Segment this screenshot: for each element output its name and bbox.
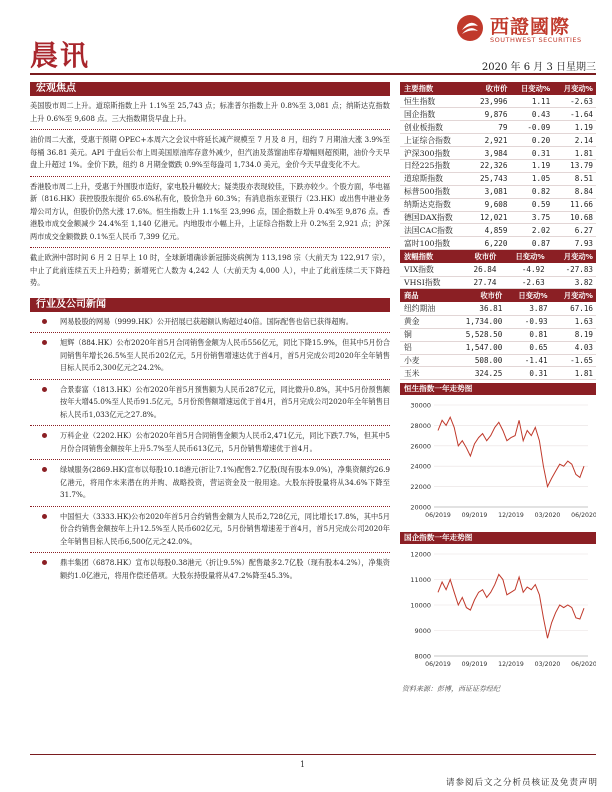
hscei-chart bbox=[400, 544, 596, 678]
table-row bbox=[400, 315, 596, 328]
row-label: 国企指数 bbox=[400, 108, 470, 121]
row-label: 铝 bbox=[400, 341, 450, 354]
company-news-list bbox=[30, 316, 390, 583]
row-label: 沪深300指数 bbox=[400, 147, 470, 160]
row-label: 德国DAX指数 bbox=[400, 211, 470, 224]
table-row bbox=[400, 276, 596, 289]
row-label: VHSI指数 bbox=[400, 276, 461, 289]
company-news-item bbox=[30, 464, 390, 502]
row-value: -1.64 bbox=[553, 108, 596, 121]
row-value: 0.31 bbox=[505, 367, 550, 380]
company-news-item bbox=[30, 557, 390, 582]
row-value: 8.19 bbox=[551, 328, 596, 341]
row-label: 标普500指数 bbox=[400, 185, 470, 198]
row-label: 恒生指数 bbox=[400, 95, 470, 108]
x-tick-label: 12/2019 bbox=[498, 661, 524, 669]
row-value: 12,021 bbox=[470, 211, 510, 224]
logo-name-en: SOUTHWEST SECURITIES bbox=[490, 36, 582, 44]
company-news-item bbox=[30, 430, 390, 455]
divider bbox=[30, 247, 390, 248]
row-label: 纽约期油 bbox=[400, 302, 450, 315]
table-row bbox=[400, 147, 596, 160]
table-row bbox=[400, 224, 596, 237]
row-label: 黄金 bbox=[400, 315, 450, 328]
row-value: 0.20 bbox=[510, 134, 553, 147]
row-value: 8.84 bbox=[553, 185, 596, 198]
row-value: -2.63 bbox=[499, 276, 547, 289]
row-value: 8.51 bbox=[553, 172, 596, 185]
row-value: 324.25 bbox=[450, 367, 506, 380]
volatility-table bbox=[400, 250, 596, 289]
row-value: 508.00 bbox=[450, 354, 506, 367]
row-value: 27.74 bbox=[461, 276, 500, 289]
macro-paragraph: 香港股市周二上升，受惠于外围股市造好，家电股升幅较大；疑类股亦表现较佳，下跌亦较少。个股方面，华电福新（816.HK）获控股股东提价 65.6%私有化，股价急升 60.3%；有消息指东亚银行（23.HK）或出售中港业务增公司方认，但股价仍然大涨 17.6%。恒生指数上升 1.1%至 23,996 点，国企指数上升 0.4%至 9,876 点。香港股市成交金额减少 24.4%至 1,140 亿港元。内地股市小幅上升，上证综合指数上升 0.2%至 2,921 点；沪深两市成交金额微跌 0.1%至人民币 7,399 亿元。 bbox=[30, 181, 390, 241]
macro-paragraph: 美国股市周二上升。道琼斯指数上升 1.1%至 25,743 点；标准普尔指数上升 0.8%至 3,081 点；纳斯达克指数上升 0.6%至 9,608 点。三大指数期货早盘上升。 bbox=[30, 101, 390, 123]
report-date: 2020 年 6 月 3 日星期三 bbox=[481, 62, 596, 73]
row-value: -0.09 bbox=[510, 121, 553, 134]
commodities-table bbox=[400, 289, 596, 380]
row-value: 1,547.00 bbox=[450, 341, 506, 354]
row-value: 1.63 bbox=[551, 315, 596, 328]
divider bbox=[30, 379, 390, 380]
row-value: -4.92 bbox=[499, 263, 547, 276]
hscei-chart-svg bbox=[400, 544, 596, 678]
company-news-text: 万科企业（2202.HK）公布2020年首5月合同销售金额为人民币2,471亿元，同比下跌7.7%，但其中5月份合同销售金额按年上升5.7%至人民币613亿元，5月份销售增速优于首4月。 bbox=[60, 431, 390, 453]
row-value: 1.05 bbox=[510, 172, 553, 185]
row-value: 1.19 bbox=[553, 121, 596, 134]
row-value: 1,734.00 bbox=[450, 315, 506, 328]
disclaimer-note: 请参阅后文之分析员核证及免责声明 bbox=[445, 778, 598, 788]
bullet-icon bbox=[42, 467, 47, 472]
y-tick-label: 24000 bbox=[410, 463, 431, 472]
company-news-text: 合景泰富（1813.HK）公布2020年首5月预售额为人民币287亿元，同比微升0.8%，其中5月份预售额按年大增45.0%至人民币91.5亿元，5月份预售额增速远优于首4月，首5月完成公司2020年全年销售目标人民币1,033亿元之27.8%。 bbox=[60, 384, 390, 419]
company-news-text: 旭辉（884.HK）公布2020年首5月合同销售金额为人民币556亿元，同比下降15.9%，但其中5月份合同销售年增长26.5%至人民币202亿元，5月份销售增速达优于首4月，首5月完成公司2020年全年销售目标人民币2,300亿元之24.2%。 bbox=[60, 338, 390, 372]
company-news-item bbox=[30, 511, 390, 549]
row-value: 1.81 bbox=[553, 147, 596, 160]
row-value: 3.75 bbox=[510, 211, 553, 224]
row-label: VIX指数 bbox=[400, 263, 461, 276]
footer-divider bbox=[30, 754, 596, 755]
row-value: 1.81 bbox=[551, 367, 596, 380]
row-value: 0.87 bbox=[510, 237, 553, 250]
row-value: 9,876 bbox=[470, 108, 510, 121]
row-value: 0.59 bbox=[510, 198, 553, 211]
y-tick-label: 22000 bbox=[410, 483, 431, 492]
row-value: 5,528.50 bbox=[450, 328, 506, 341]
row-value: 0.65 bbox=[505, 341, 550, 354]
hscei-chart-title: 国企指数一年走势图 bbox=[400, 532, 596, 544]
row-value: 1.11 bbox=[510, 95, 553, 108]
table-row bbox=[400, 211, 596, 224]
column-header: 主要指数 bbox=[400, 82, 470, 95]
table-row bbox=[400, 172, 596, 185]
y-tick-label: 9000 bbox=[414, 627, 431, 636]
company-news-text: 绿城服务(2869.HK)宣布以每股10.18港元(折让7.1%)配售2.7亿股(现有股本9.0%)，净集资额约26.9亿港元，将用作未来潜在的并购、战略投资，营运资金及一般用途。大股东持股量将从34.6%下降至31.7%。 bbox=[60, 465, 390, 499]
right-column bbox=[400, 82, 596, 694]
table-row bbox=[400, 328, 596, 341]
bullet-icon bbox=[42, 560, 47, 565]
divider bbox=[30, 176, 390, 177]
row-value: 22,326 bbox=[470, 159, 510, 172]
table-row bbox=[400, 341, 596, 354]
row-value: 10.68 bbox=[553, 211, 596, 224]
row-value: 67.16 bbox=[551, 302, 596, 315]
row-value: 1.19 bbox=[510, 159, 553, 172]
company-news-text: 中国恒大（3333.HK)公布2020年首5月合约销售金额为人民币2,728亿元，同比增长17.8%，其中5月份合约销售金额按年上升12.5%至人民币602亿元，5月份销售增速差于首4月，首5月完成公司2020年全年销售目标人民币6,500亿元之42.0%。 bbox=[60, 511, 390, 546]
bullet-icon bbox=[42, 387, 47, 392]
row-value: 23,996 bbox=[470, 95, 510, 108]
column-header: 波幅指数 bbox=[400, 250, 461, 263]
row-value: 3,081 bbox=[470, 185, 510, 198]
x-tick-label: 12/2019 bbox=[498, 512, 524, 520]
table-row bbox=[400, 237, 596, 250]
report-title: 晨讯 bbox=[30, 39, 91, 72]
row-label: 创业板指数 bbox=[400, 121, 470, 134]
x-tick-label: 06/2020 bbox=[571, 661, 596, 669]
row-value: 7.93 bbox=[553, 237, 596, 250]
logo-name-cn: 西證國際 bbox=[490, 16, 571, 38]
macro-paragraph: 截止欧洲中部时间 6 月 2 日早上 10 时，全球新增确诊新冠肺炎病例为 113,198 宗（大前天为 122,917 宗），中止了此前连续五天上升趋势；新增死亡人数为 4,242 人（大前天为 4,000 人），中止了此前连续二天下降趋势。 bbox=[30, 253, 390, 287]
logo-mark-icon bbox=[456, 14, 484, 42]
row-value: 3.82 bbox=[548, 276, 596, 289]
header-divider bbox=[30, 73, 596, 75]
row-value: -1.65 bbox=[551, 354, 596, 367]
row-value: 6,220 bbox=[470, 237, 510, 250]
macro-section-title: 宏观焦点 bbox=[30, 82, 390, 96]
table-row bbox=[400, 367, 596, 380]
bullet-icon bbox=[42, 319, 47, 324]
row-value: -1.41 bbox=[505, 354, 550, 367]
row-value: -2.63 bbox=[553, 95, 596, 108]
column-header: 日变动% bbox=[499, 250, 547, 263]
divider bbox=[30, 129, 390, 130]
column-header: 月变动% bbox=[551, 289, 596, 302]
table-row bbox=[400, 185, 596, 198]
column-header: 收市价 bbox=[461, 250, 500, 263]
column-header: 商品 bbox=[400, 289, 450, 302]
row-label: 日经225指数 bbox=[400, 159, 470, 172]
table-row bbox=[400, 159, 596, 172]
divider bbox=[30, 506, 390, 507]
row-value: 2,921 bbox=[470, 134, 510, 147]
company-news-item bbox=[30, 316, 390, 329]
row-label: 小麦 bbox=[400, 354, 450, 367]
row-value: 25,743 bbox=[470, 172, 510, 185]
divider bbox=[30, 552, 390, 553]
y-tick-label: 12000 bbox=[410, 550, 431, 559]
row-label: 纳斯达克指数 bbox=[400, 198, 470, 211]
y-tick-label: 28000 bbox=[410, 422, 431, 431]
bullet-icon bbox=[42, 340, 47, 345]
table-row bbox=[400, 134, 596, 147]
column-header: 日变动% bbox=[510, 82, 553, 95]
row-value: 2.14 bbox=[553, 134, 596, 147]
row-value: 11.66 bbox=[553, 198, 596, 211]
row-label: 富时100指数 bbox=[400, 237, 470, 250]
bullet-icon bbox=[42, 433, 47, 438]
row-value: 0.82 bbox=[510, 185, 553, 198]
row-label: 上证综合指数 bbox=[400, 134, 470, 147]
row-value: 13.79 bbox=[553, 159, 596, 172]
row-label: 玉米 bbox=[400, 367, 450, 380]
column-header: 日变动% bbox=[505, 289, 550, 302]
bullet-icon bbox=[42, 514, 47, 519]
row-value: 26.84 bbox=[461, 263, 500, 276]
column-header: 收市价 bbox=[470, 82, 510, 95]
x-tick-label: 03/2020 bbox=[534, 661, 561, 669]
divider bbox=[30, 332, 390, 333]
row-value: -27.83 bbox=[548, 263, 596, 276]
row-value: 0.43 bbox=[510, 108, 553, 121]
row-value: 36.81 bbox=[450, 302, 506, 315]
row-value: 3,984 bbox=[470, 147, 510, 160]
y-tick-label: 11000 bbox=[410, 576, 431, 585]
row-value: 4,859 bbox=[470, 224, 510, 237]
table-row bbox=[400, 263, 596, 276]
table-row bbox=[400, 198, 596, 211]
table-row bbox=[400, 121, 596, 134]
company-news-item bbox=[30, 337, 390, 375]
x-tick-label: 06/2020 bbox=[571, 512, 596, 520]
x-tick-label: 06/2019 bbox=[425, 512, 451, 520]
data-source: 资料来源：彭博，西证证券经纪 bbox=[402, 685, 500, 694]
row-label: 法国CAC指数 bbox=[400, 224, 470, 237]
divider bbox=[30, 425, 390, 426]
row-value: 79 bbox=[470, 121, 510, 134]
company-section-title: 行业及公司新闻 bbox=[30, 298, 390, 312]
indices-table bbox=[400, 82, 596, 250]
column-header: 月变动% bbox=[548, 250, 596, 263]
hsi-chart-title: 恒生指数一年走势图 bbox=[400, 383, 596, 395]
column-header: 月变动% bbox=[553, 82, 596, 95]
x-tick-label: 03/2020 bbox=[534, 512, 561, 520]
table-row bbox=[400, 95, 596, 108]
x-tick-label: 09/2019 bbox=[461, 512, 488, 520]
row-value: 2.02 bbox=[510, 224, 553, 237]
row-value: 9,608 bbox=[470, 198, 510, 211]
table-row bbox=[400, 302, 596, 315]
left-column bbox=[30, 82, 390, 582]
macro-paragraph: 油价周二大涨，受惠于预期 OPEC+本周六之会议中将延长减产规模至 7 月及 8 月，纽约 7 月期油大涨 3.9%至每桶 36.81 美元。API 于盘后公布上周美国原油库存意外减少，但汽油及蒸馏油库存增幅则超预期，油价今天早盘上升超过 1%。金价下跌，纽约 8 月期金微跌 0.9%至每盎司 1,734.0 美元，金价今天早盘变化不大。 bbox=[30, 135, 390, 169]
page-number: 1 bbox=[300, 760, 306, 769]
company-logo bbox=[456, 10, 606, 50]
row-value: 4.03 bbox=[551, 341, 596, 354]
company-news-item bbox=[30, 384, 390, 422]
series-line bbox=[438, 418, 584, 487]
table-row bbox=[400, 108, 596, 121]
y-tick-label: 30000 bbox=[410, 401, 431, 410]
series-line bbox=[438, 575, 584, 639]
row-value: 6.27 bbox=[553, 224, 596, 237]
x-tick-label: 09/2019 bbox=[461, 661, 488, 669]
y-tick-label: 20000 bbox=[410, 503, 431, 512]
y-tick-label: 8000 bbox=[414, 652, 431, 661]
hsi-chart bbox=[400, 395, 596, 529]
row-value: 0.31 bbox=[510, 147, 553, 160]
table-row bbox=[400, 354, 596, 367]
company-news-text: 鼎丰集团（6878.HK）宣布以每股0.38港元（折让9.5%）配售最多2.7亿股（现有股本4.2%），净集资额约1.0亿港元，将用作偿还借项。大股东持股量将从47.2%降至45.3%。 bbox=[60, 558, 390, 580]
y-tick-label: 26000 bbox=[410, 442, 431, 451]
row-value: 3.87 bbox=[505, 302, 550, 315]
x-tick-label: 06/2019 bbox=[425, 661, 451, 669]
company-news-text: 网易股股的网易（9999.HK）公开招展已获超额认购超过40倍。国际配售也倍已获得超购。 bbox=[60, 316, 353, 326]
row-value: 0.81 bbox=[505, 328, 550, 341]
hsi-chart-svg bbox=[400, 395, 596, 529]
y-tick-label: 10000 bbox=[410, 601, 431, 610]
row-label: 道琼斯指数 bbox=[400, 172, 470, 185]
divider bbox=[30, 459, 390, 460]
row-label: 铜 bbox=[400, 328, 450, 341]
column-header: 收市价 bbox=[450, 289, 506, 302]
row-value: -0.93 bbox=[505, 315, 550, 328]
